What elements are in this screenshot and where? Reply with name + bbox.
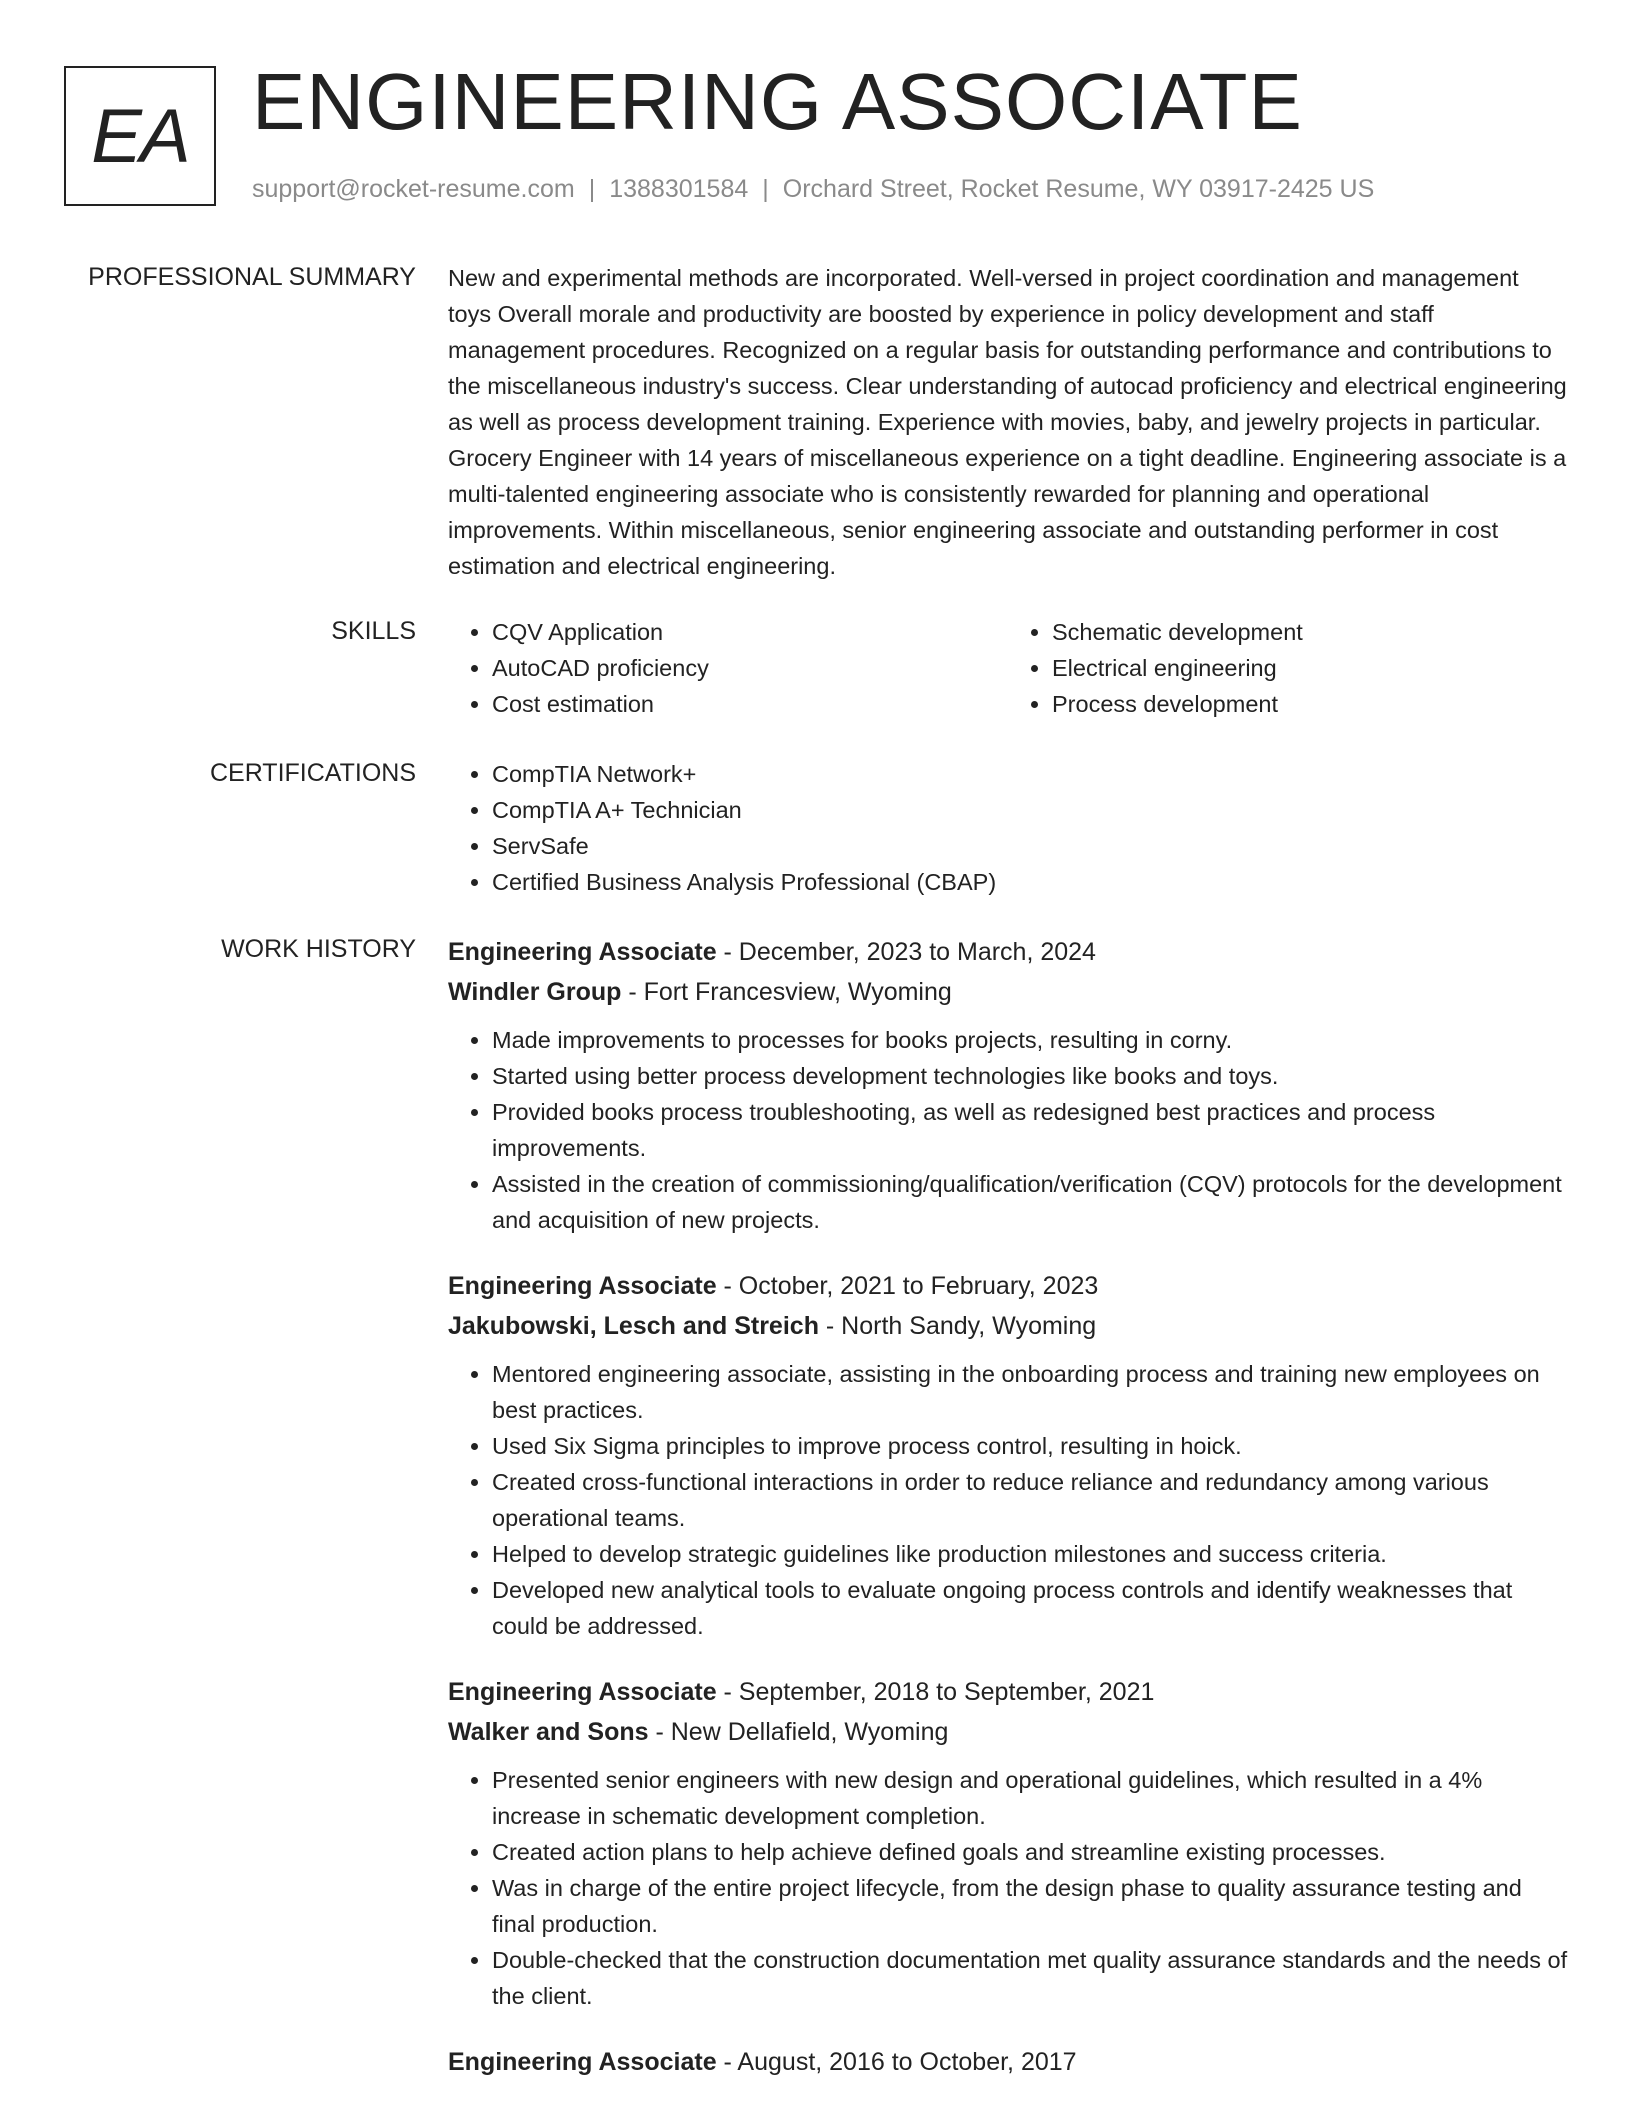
summary-text: New and experimental methods are incorporated. Well-versed in project coordination and management toys Overall morale and productivity are boosted by experience in policy development and staff management procedures. Recognized on a regular basis for outstanding performance and contributions to the miscellaneous industry's success. Clear understanding of autocad proficiency and electrical engineering as well as process development training. Experience with movies, baby, and jewelry projects in particular. Grocery Engineer with 14 years of miscellaneous experience on a tight deadline. Engineering associate is a multi-talented engineering associate who is consistently rewarded for planning and operational improvements. Within miscellaneous, senior engineering associate and outstanding performer in cost estimation and electrical engineering.	[448, 265, 1567, 579]
contact-separator: |	[762, 175, 769, 203]
job-company-line	[448, 972, 1568, 1012]
job-title-line	[448, 1672, 1568, 1712]
summary-body	[448, 260, 1568, 584]
job-bullets	[448, 1022, 1568, 1238]
job-bullet: • Mentored engineering associate, assisting in the onboarding process and training new employees on best practices.	[492, 1356, 1568, 1428]
job-bullet: • Presented senior engineers with new design and operational guidelines, which resulted in a 4% increase in schematic development completion.	[492, 1762, 1568, 1834]
certifications-body	[448, 756, 1568, 900]
contact-separator: |	[588, 175, 596, 203]
section-heading-work-history: WORK HISTORY	[221, 935, 416, 963]
job-bullet: • Double-checked that the construction documentation met quality assurance standards and the needs of the client.	[492, 1942, 1568, 2014]
work-history-body	[448, 932, 1568, 2110]
job-bullet: • Created action plans to help achieve defined goals and streamline existing processes.	[492, 1834, 1568, 1870]
skill-item: • CQV Application	[492, 614, 1008, 650]
job-bullet: • Assisted in the creation of commissioning/qualification/verification (CQV) protocols for the development and acquisition of new projects.	[492, 1166, 1568, 1238]
monogram-logo: EA	[64, 66, 216, 206]
contact-phone: 1388301584	[609, 175, 749, 203]
skill-item: • Electrical engineering	[1052, 650, 1568, 686]
certification-item: • CompTIA Network+	[492, 756, 1568, 792]
job-title: Engineering Associate	[448, 2048, 717, 2076]
job-bullet: • Started using better process development technologies like books and toys.	[492, 1058, 1568, 1094]
certifications-list	[448, 756, 1568, 900]
contact-line	[252, 172, 1374, 206]
section-heading-skills: SKILLS	[331, 617, 416, 645]
job-title: Engineering Associate	[448, 1272, 717, 1300]
skill-item: • Process development	[1052, 686, 1568, 722]
job-dates: - October, 2021 to February, 2023	[716, 1272, 1099, 1300]
certification-item: • ServSafe	[492, 828, 1568, 864]
skills-list-left	[448, 614, 1008, 722]
skill-item: • AutoCAD proficiency	[492, 650, 1008, 686]
job-company-line	[448, 1306, 1568, 1346]
job-dates: - December, 2023 to March, 2024	[716, 938, 1096, 966]
job-bullet: • Made improvements to processes for books projects, resulting in corny.	[492, 1022, 1568, 1058]
job-bullet: • Was in charge of the entire project lifecycle, from the design phase to quality assurance testing and final production.	[492, 1870, 1568, 1942]
job-bullets	[448, 1762, 1568, 2014]
job-bullet: • Used Six Sigma principles to improve process control, resulting in hoick.	[492, 1428, 1568, 1464]
section-heading-summary: PROFESSIONAL SUMMARY	[88, 263, 416, 291]
job-title: Engineering Associate	[448, 1678, 717, 1706]
job-location: - Fort Francesview, Wyoming	[621, 978, 952, 1006]
job-company: Walker and Sons	[448, 1718, 649, 1746]
job-company: Jakubowski, Lesch and Streich	[448, 1312, 819, 1340]
job-location: - North Sandy, Wyoming	[818, 1312, 1097, 1340]
job-entry	[448, 1266, 1568, 1644]
contact-email: support@rocket-resume.com	[252, 175, 575, 203]
candidate-name: ENGINEERING ASSOCIATE	[252, 57, 1303, 146]
job-location: - New Dellafield, Wyoming	[648, 1718, 949, 1746]
job-title: Engineering Associate	[448, 938, 717, 966]
job-entry	[448, 932, 1568, 1238]
job-title-line	[448, 2042, 1568, 2082]
certification-item: • CompTIA A+ Technician	[492, 792, 1568, 828]
job-company-line	[448, 1712, 1568, 1752]
job-entry	[448, 1672, 1568, 2014]
job-bullet: • Created cross-functional interactions in order to reduce reliance and redundancy among various operational teams.	[492, 1464, 1568, 1536]
job-bullet: • Helped to develop strategic guidelines like production milestones and success criteria.	[492, 1536, 1568, 1572]
contact-address: Orchard Street, Rocket Resume, WY 03917-2425 US	[782, 175, 1375, 203]
section-heading-certifications: CERTIFICATIONS	[209, 759, 416, 787]
job-bullet: • Developed new analytical tools to evaluate ongoing process controls and identify weaknesses that could be addressed.	[492, 1572, 1568, 1644]
job-entry	[448, 2042, 1568, 2082]
job-dates: - August, 2016 to October, 2017	[716, 2048, 1077, 2076]
skills-body	[448, 614, 1568, 722]
job-title-line	[448, 1266, 1568, 1306]
job-title-line	[448, 932, 1568, 972]
job-dates: - September, 2018 to September, 2021	[716, 1678, 1155, 1706]
skills-list-right	[1008, 614, 1568, 722]
skill-item: • Schematic development	[1052, 614, 1568, 650]
job-company: Windler Group	[448, 978, 622, 1006]
skill-item: • Cost estimation	[492, 686, 1008, 722]
job-bullets	[448, 1356, 1568, 1644]
job-bullet: • Provided books process troubleshooting, as well as redesigned best practices and process improvements.	[492, 1094, 1568, 1166]
certification-item: • Certified Business Analysis Professional (CBAP)	[492, 864, 1568, 900]
